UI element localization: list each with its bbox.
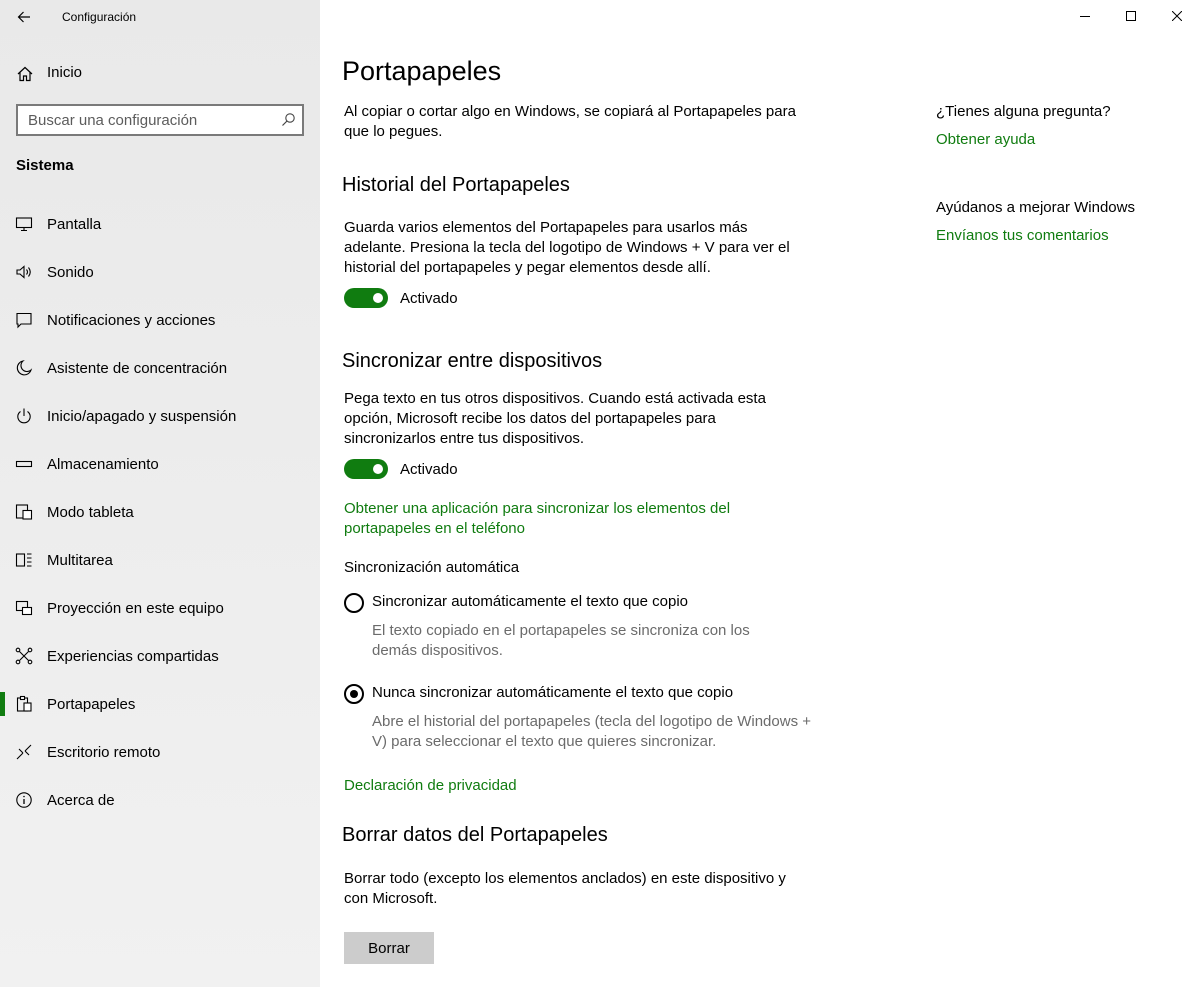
sidebar-item-almacenamiento[interactable] xyxy=(0,440,320,488)
sidebar-nav xyxy=(0,200,320,824)
radio-never-sync-description: Abre el historial del portapapeles (tecla del logotipo de Windows + V) para seleccionar el texto que quieres sincronizar. xyxy=(372,713,812,750)
sidebar-item-label: Almacenamiento xyxy=(47,456,159,473)
sidebar-section-title: Sistema xyxy=(16,157,74,174)
sidebar-item-sonido[interactable] xyxy=(0,248,320,296)
info-icon xyxy=(15,791,33,809)
moon-icon xyxy=(15,359,33,377)
sidebar-item-label: Pantalla xyxy=(47,216,102,233)
radio-button[interactable] xyxy=(344,593,364,613)
sync-heading: Sincronizar entre dispositivos xyxy=(342,350,603,372)
history-toggle-row xyxy=(344,287,458,309)
sidebar-item-label: Multitarea xyxy=(47,552,113,569)
sidebar-item-proyeccion[interactable] xyxy=(0,584,320,632)
sidebar-item-notificaciones[interactable] xyxy=(0,296,320,344)
radio-auto-sync-description: El texto copiado en el portapapeles se sincroniza con los demás dispositivos. xyxy=(372,622,750,659)
sidebar-item-label: Escritorio remoto xyxy=(47,744,161,761)
sync-description: Pega texto en tus otros dispositivos. Cuando está activada esta opción, Microsoft recibe los datos del portapapeles para sincronizarlos entre tus dispositivos. xyxy=(344,390,766,447)
search-box[interactable] xyxy=(16,104,304,136)
help-question: ¿Tienes alguna pregunta? xyxy=(936,103,1111,120)
sidebar-item-escritorio-remoto[interactable] xyxy=(0,728,320,776)
sidebar-item-tableta[interactable] xyxy=(0,488,320,536)
sidebar xyxy=(0,0,320,987)
clear-button[interactable]: Borrar xyxy=(344,932,434,964)
get-help-link[interactable]: Obtener ayuda xyxy=(936,131,1036,148)
sidebar-item-multitarea[interactable] xyxy=(0,536,320,584)
history-toggle-label: Activado xyxy=(400,289,458,307)
toggle-knob xyxy=(373,293,383,303)
shared-icon xyxy=(15,647,33,665)
minimize-icon xyxy=(1080,11,1090,21)
notification-icon xyxy=(15,311,33,329)
title-bar xyxy=(0,0,320,34)
home-label: Inicio xyxy=(47,64,83,81)
window-controls xyxy=(1062,0,1200,32)
sidebar-item-label: Sonido xyxy=(47,264,94,281)
sidebar-item-label: Experiencias compartidas xyxy=(47,648,219,665)
main-content xyxy=(342,0,902,987)
sync-toggle-label: Activado xyxy=(400,460,458,478)
maximize-button[interactable] xyxy=(1108,0,1154,32)
sidebar-item-label: Inicio/apagado y suspensión xyxy=(47,408,237,425)
sidebar-item-concentracion[interactable] xyxy=(0,344,320,392)
sidebar-item-energia[interactable] xyxy=(0,392,320,440)
clear-heading: Borrar datos del Portapapeles xyxy=(342,824,608,846)
sidebar-item-label: Notificaciones y acciones xyxy=(47,312,216,329)
back-arrow-icon xyxy=(17,11,31,23)
sidebar-item-pantalla[interactable] xyxy=(0,200,320,248)
search-icon[interactable] xyxy=(280,112,296,128)
monitor-icon xyxy=(15,215,33,233)
privacy-link[interactable]: Declaración de privacidad xyxy=(344,777,517,794)
improve-windows-text: Ayúdanos a mejorar Windows xyxy=(936,199,1135,216)
radio-auto-sync-label: Sincronizar automáticamente el texto que copio xyxy=(372,593,689,610)
sidebar-item-acerca-de[interactable] xyxy=(0,776,320,824)
page-title: Portapapeles xyxy=(342,56,502,86)
clipboard-icon xyxy=(15,695,33,713)
radio-button-checked[interactable] xyxy=(344,684,364,704)
sidebar-item-label: Acerca de xyxy=(47,792,115,809)
history-heading: Historial del Portapapeles xyxy=(342,174,570,196)
close-button[interactable] xyxy=(1154,0,1200,32)
sidebar-item-label: Proyección en este equipo xyxy=(47,600,224,617)
feedback-link[interactable]: Envíanos tus comentarios xyxy=(936,227,1109,244)
multitask-icon xyxy=(15,551,33,569)
sync-toggle[interactable] xyxy=(344,459,388,479)
remote-desktop-icon xyxy=(15,743,33,761)
maximize-icon xyxy=(1126,11,1136,21)
auto-sync-label: Sincronización automática xyxy=(344,559,520,576)
close-icon xyxy=(1172,11,1182,21)
sidebar-item-label: Portapapeles xyxy=(47,696,136,713)
sidebar-item-portapapeles[interactable] xyxy=(0,680,320,728)
storage-icon xyxy=(15,455,33,473)
app-title: Configuración xyxy=(62,10,137,24)
tablet-icon xyxy=(15,503,33,521)
power-icon xyxy=(15,407,33,425)
toggle-knob xyxy=(373,464,383,474)
radio-never-sync-label: Nunca sincronizar automáticamente el texto que copio xyxy=(372,684,734,701)
back-button[interactable] xyxy=(10,4,38,30)
intro-text: Al copiar o cortar algo en Windows, se copiará al Portapapeles para que lo pegues. xyxy=(344,103,796,140)
history-description: Guarda varios elementos del Portapapeles para usarlos más adelante. Presiona la tecla del logotipo de Windows + V para ver el historial del portapapeles y pegar elementos desde allí. xyxy=(344,219,790,276)
projection-icon xyxy=(15,599,33,617)
clear-description: Borrar todo (excepto los elementos anclados) en este dispositivo y con Microsoft. xyxy=(344,870,786,907)
sidebar-item-home[interactable] xyxy=(0,56,320,90)
sidebar-item-label: Asistente de concentración xyxy=(47,360,228,377)
home-icon xyxy=(16,65,34,83)
sync-toggle-row xyxy=(344,458,458,480)
history-toggle[interactable] xyxy=(344,288,388,308)
speaker-icon xyxy=(15,263,33,281)
sidebar-item-label: Modo tableta xyxy=(47,504,134,521)
sync-app-link[interactable]: Obtener una aplicación para sincronizar los elementos del portapapeles en el teléfono xyxy=(344,500,731,537)
search-input[interactable] xyxy=(18,107,268,133)
sidebar-item-experiencias[interactable] xyxy=(0,632,320,680)
minimize-button[interactable] xyxy=(1062,0,1108,32)
